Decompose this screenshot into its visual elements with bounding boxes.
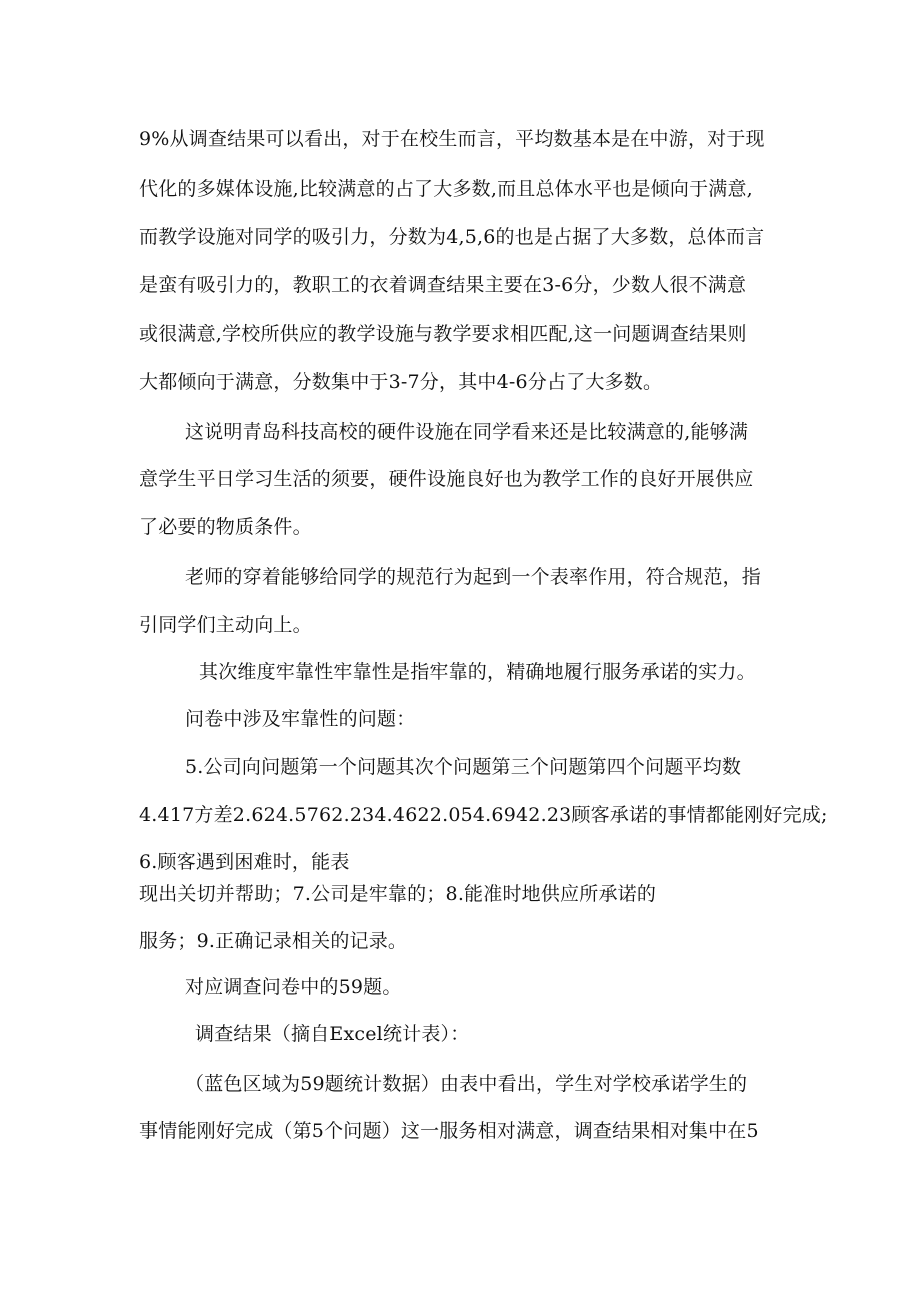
text-line-15: 4.417方差2.624.5762.234.4622.054.6942.23顾客承诺的事情都能刚好完成;	[139, 804, 828, 826]
text-line-19: 对应调查问卷中的59题。	[185, 976, 402, 998]
text-line-2: 代化的多媒体设施,比较满意的占了大多数,而且总体水平也是倾向于满意,	[139, 178, 753, 200]
text-line-14: 5.公司向问题第一个问题其次个问题第三个问题第四个问题平均数	[185, 756, 742, 778]
text-line-7: 这说明青岛科技高校的硬件设施在同学看来还是比较满意的,能够满	[185, 421, 749, 443]
text-line-9: 了必要的物质条件。	[139, 516, 312, 538]
text-line-17: 现出关切并帮助；7.公司是牢靠的；8.能准时地供应所承诺的	[139, 883, 657, 905]
text-line-1: 9%从调查结果可以看出，对于在校生而言，平均数基本是在中游，对于现	[139, 128, 765, 150]
text-line-12: 其次维度牢靠性牢靠性是指牢靠的，精确地履行服务承诺的实力。	[199, 661, 756, 683]
text-line-13: 问卷中涉及牢靠性的问题：	[185, 708, 416, 730]
text-line-11: 引同学们主动向上。	[139, 614, 312, 636]
text-line-21: （蓝色区域为59题统计数据）由表中看出，学生对学校承诺学生的	[185, 1073, 748, 1095]
text-line-18: 服务；9.正确记录相关的记录。	[139, 930, 408, 952]
text-line-6: 大都倾向于满意，分数集中于3-7分，其中4-6分占了大多数。	[139, 371, 663, 393]
text-line-22: 事情能刚好完成（第5个问题）这一服务相对满意，调查结果相对集中在5	[139, 1120, 759, 1142]
text-line-10: 老师的穿着能够给同学的规范行为起到一个表率作用，符合规范，指	[185, 566, 762, 588]
text-line-3: 而教学设施对同学的吸引力，分数为4,5,6的也是占据了大多数，总体而言	[139, 226, 765, 248]
text-line-4: 是蛮有吸引力的，教职工的衣着调查结果主要在3-6分，少数人很不满意	[139, 274, 747, 296]
text-line-16: 6.顾客遇到困难时，能表	[139, 851, 350, 873]
text-line-8: 意学生平日学习生活的须要，硬件设施良好也为教学工作的良好开展供应	[139, 468, 754, 490]
text-line-20: 调查结果（摘自Excel统计表）：	[195, 1023, 470, 1045]
text-line-5: 或很满意,学校所供应的教学设施与教学要求相匹配,这一问题调查结果则	[139, 323, 747, 345]
